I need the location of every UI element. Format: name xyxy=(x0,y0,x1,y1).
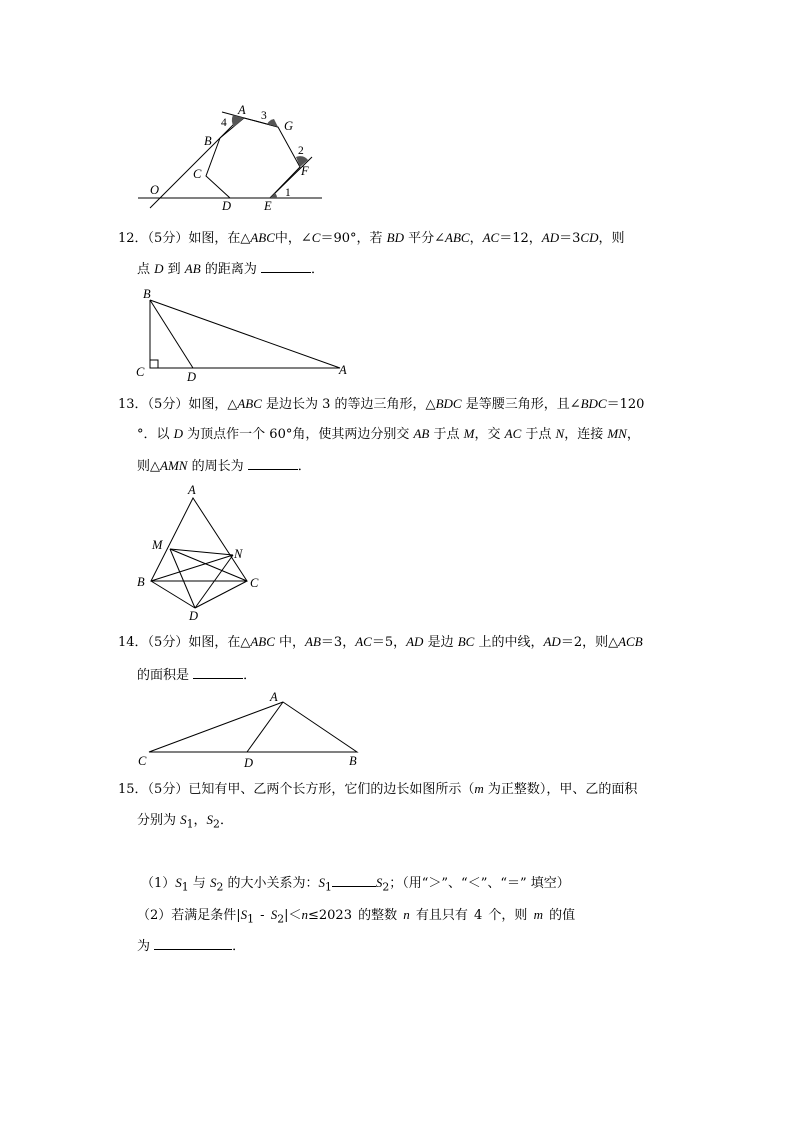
label-c: C xyxy=(250,576,259,590)
q12-figure xyxy=(133,285,353,384)
label-e: E xyxy=(264,199,272,213)
q11-figure xyxy=(130,100,330,218)
q15-part-3: 为 ． xyxy=(137,935,245,957)
q15-part-2: （2）若满足条件$|S_1 - S_2|<n\le 2023$ 的整数 n 有且只有 4 个，则 m 的值 xyxy=(137,907,576,926)
angle-number-2: 2 xyxy=(298,145,304,157)
q12-answer-blank[interactable] xyxy=(261,258,311,273)
q13-line-1: 13．（5分）如图，△ABC 是边长为 3 的等边三角形，△BDC 是等腰三角形，且∠BDC＝120 xyxy=(118,396,645,412)
q12-line-1: 12．（5分）如图，在△ABC中，∠C＝90°，若 BD 平分∠ABC，AC＝12，AD＝3CD，则 xyxy=(118,230,625,246)
label-c: C xyxy=(193,167,202,181)
right-angle-mark xyxy=(150,360,158,368)
q14-line-1: 14．（5分）如图，在△ABC 中，AB＝3，AC＝5，AD 是边 BC 上的中线，AD＝2，则△ACB xyxy=(118,634,643,650)
median-ad xyxy=(247,702,283,752)
label-m: M xyxy=(152,538,163,552)
label-a: A xyxy=(339,363,347,377)
q14-line-2: 的面积是 ． xyxy=(137,664,256,686)
label-a: A xyxy=(270,690,278,704)
label-f: F xyxy=(301,164,309,178)
q15-line-1: 15．（5分）已知有甲、乙两个长方形，它们的边长如图所示（m 为正整数），甲、乙的面积 xyxy=(118,781,638,797)
label-b: B xyxy=(204,134,212,148)
angle-number-4: 4 xyxy=(221,117,227,129)
angle-number-1: 1 xyxy=(285,187,291,199)
label-b: B xyxy=(349,754,357,768)
label-g: G xyxy=(284,119,294,133)
q14-answer-blank[interactable] xyxy=(193,664,243,679)
label-a: A xyxy=(188,483,196,497)
q13-line-2: °．以 D 为顶点作一个 60°角，使其两边分别交 AB 于点 M，交 AC 于点 N，连接 MN， xyxy=(137,426,640,442)
label-o: O xyxy=(150,183,160,197)
q15-line-2: 分别为 $S_1$，$S_2$． xyxy=(137,812,233,831)
q15-part-1: $(1)S_1$ 与 $S_2$ 的大小关系为：$S_1$ $S_2$；（用“＞”、“＜”、“＝” 填空） xyxy=(141,872,570,898)
q13-line-3: 则△AMN 的周长为 ． xyxy=(137,455,311,477)
label-b: B xyxy=(143,287,151,301)
segment-bd xyxy=(150,300,193,368)
triangle-abc xyxy=(150,300,340,368)
label-b: B xyxy=(137,575,145,589)
q12-line-2: 点 D 到 AB 的距离为 ． xyxy=(137,258,324,280)
label-n: N xyxy=(234,547,243,561)
segment-mn xyxy=(170,549,233,555)
q14-figure xyxy=(135,688,365,772)
segment-bn xyxy=(151,555,233,581)
q13-figure xyxy=(133,484,268,624)
label-d: D xyxy=(244,756,254,770)
q15-part2-answer-blank[interactable] xyxy=(154,935,232,950)
label-d: D xyxy=(222,199,232,213)
label-c: C xyxy=(138,754,147,768)
angle-number-3: 3 xyxy=(261,110,267,122)
label-d: D xyxy=(187,370,197,384)
segment-cd xyxy=(195,581,247,608)
label-a: A xyxy=(238,103,246,117)
q13-answer-blank[interactable] xyxy=(248,455,298,470)
segment-bd xyxy=(151,581,195,608)
triangle-abc xyxy=(151,498,247,581)
label-c: C xyxy=(136,365,145,379)
label-d: D xyxy=(189,609,199,623)
q15-part1-answer-blank[interactable] xyxy=(332,872,376,887)
